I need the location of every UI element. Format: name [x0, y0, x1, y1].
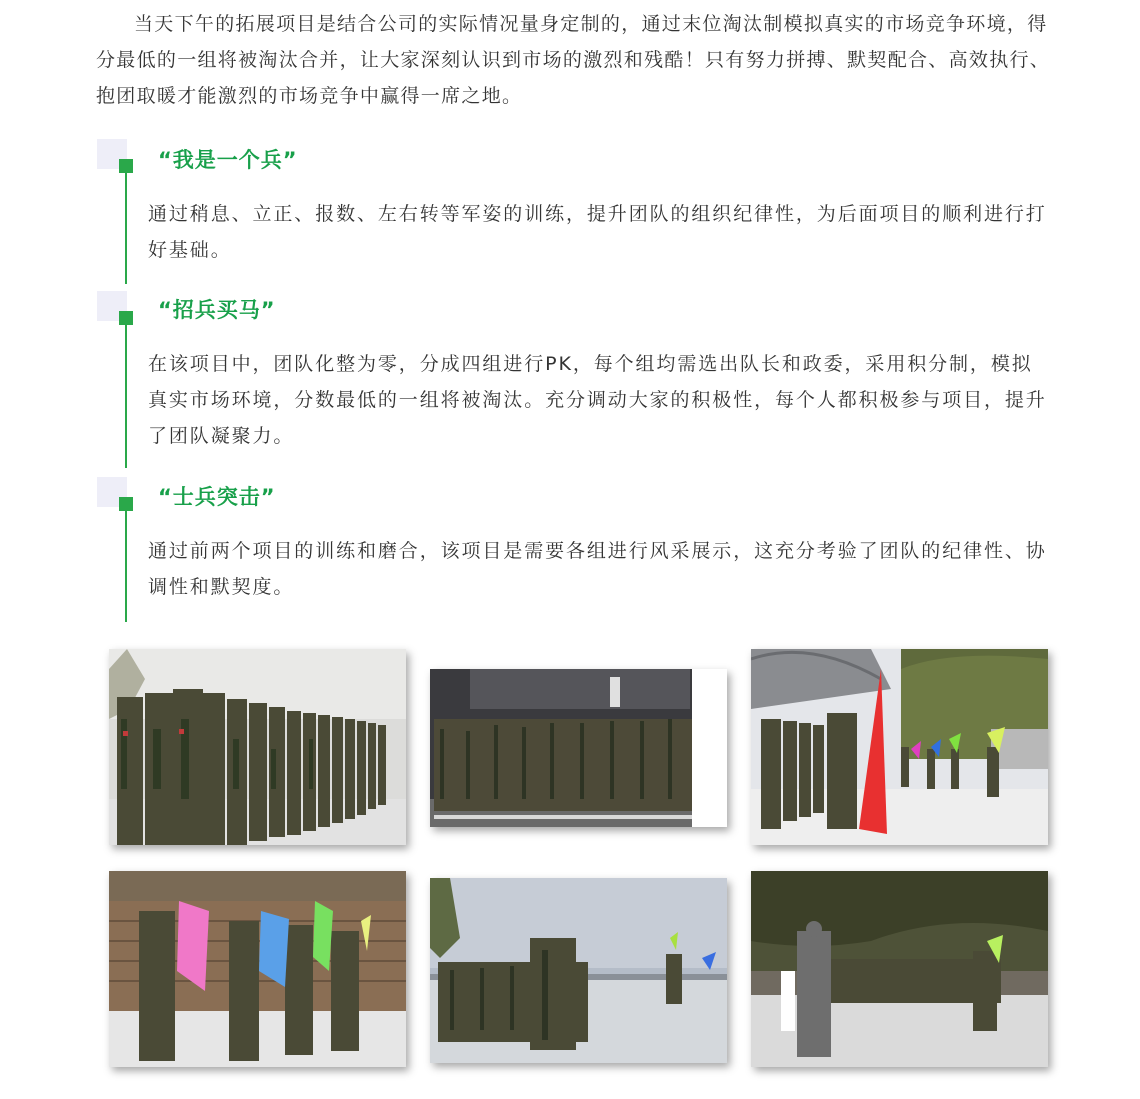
timeline-line [125, 318, 127, 468]
timeline-line [125, 166, 127, 284]
photo-formation-dusk [430, 878, 727, 1063]
section-body-3: 通过前两个项目的训练和磨合，该项目是需要各组进行风采展示，这充分考验了团队的纪律性、协调性和默契度。 [148, 540, 1047, 598]
photo-lineup-lakeside [109, 649, 406, 845]
section-bullet [119, 497, 133, 511]
intro-paragraph: 当天下午的拓展项目是结合公司的实际情况量身定制的，通过末位淘汰制模拟真实的市场竞争环境，得分最低的一组将被淘汰合并，让大家深刻认识到市场的激烈和残酷！只有努力拼搏、默契配合、高效执行、抱团取暖才能激烈的市场竞争中赢得一席之地。 [96, 13, 1051, 107]
section-title-3: “士兵突击” [158, 485, 276, 509]
section-bullet [119, 159, 133, 173]
section-bullet [119, 311, 133, 325]
photo-team-flags-cabin [109, 871, 406, 1067]
section-body-2: 在该项目中，团队化整为零，分成四组进行PK，每个组均需选出队长和政委，采用积分制，模拟真实市场环境，分数最低的一组将被淘汰。充分调动大家的积极性，每个人都积极参与项目，提升了团队凝聚力。 [148, 353, 1047, 447]
section-title-1: “我是一个兵” [158, 148, 298, 172]
section-title-2: “招兵买马” [158, 298, 276, 322]
photo-flags-plaza [751, 649, 1048, 845]
timeline-line [125, 505, 127, 622]
photo-commander-salute [751, 871, 1048, 1067]
section-body-1: 通过稍息、立正、报数、左右转等军姿的训练，提升团队的组织纪律性，为后面项目的顺利进行打好基础。 [148, 203, 1047, 261]
photo-indoor-formation [430, 669, 727, 827]
